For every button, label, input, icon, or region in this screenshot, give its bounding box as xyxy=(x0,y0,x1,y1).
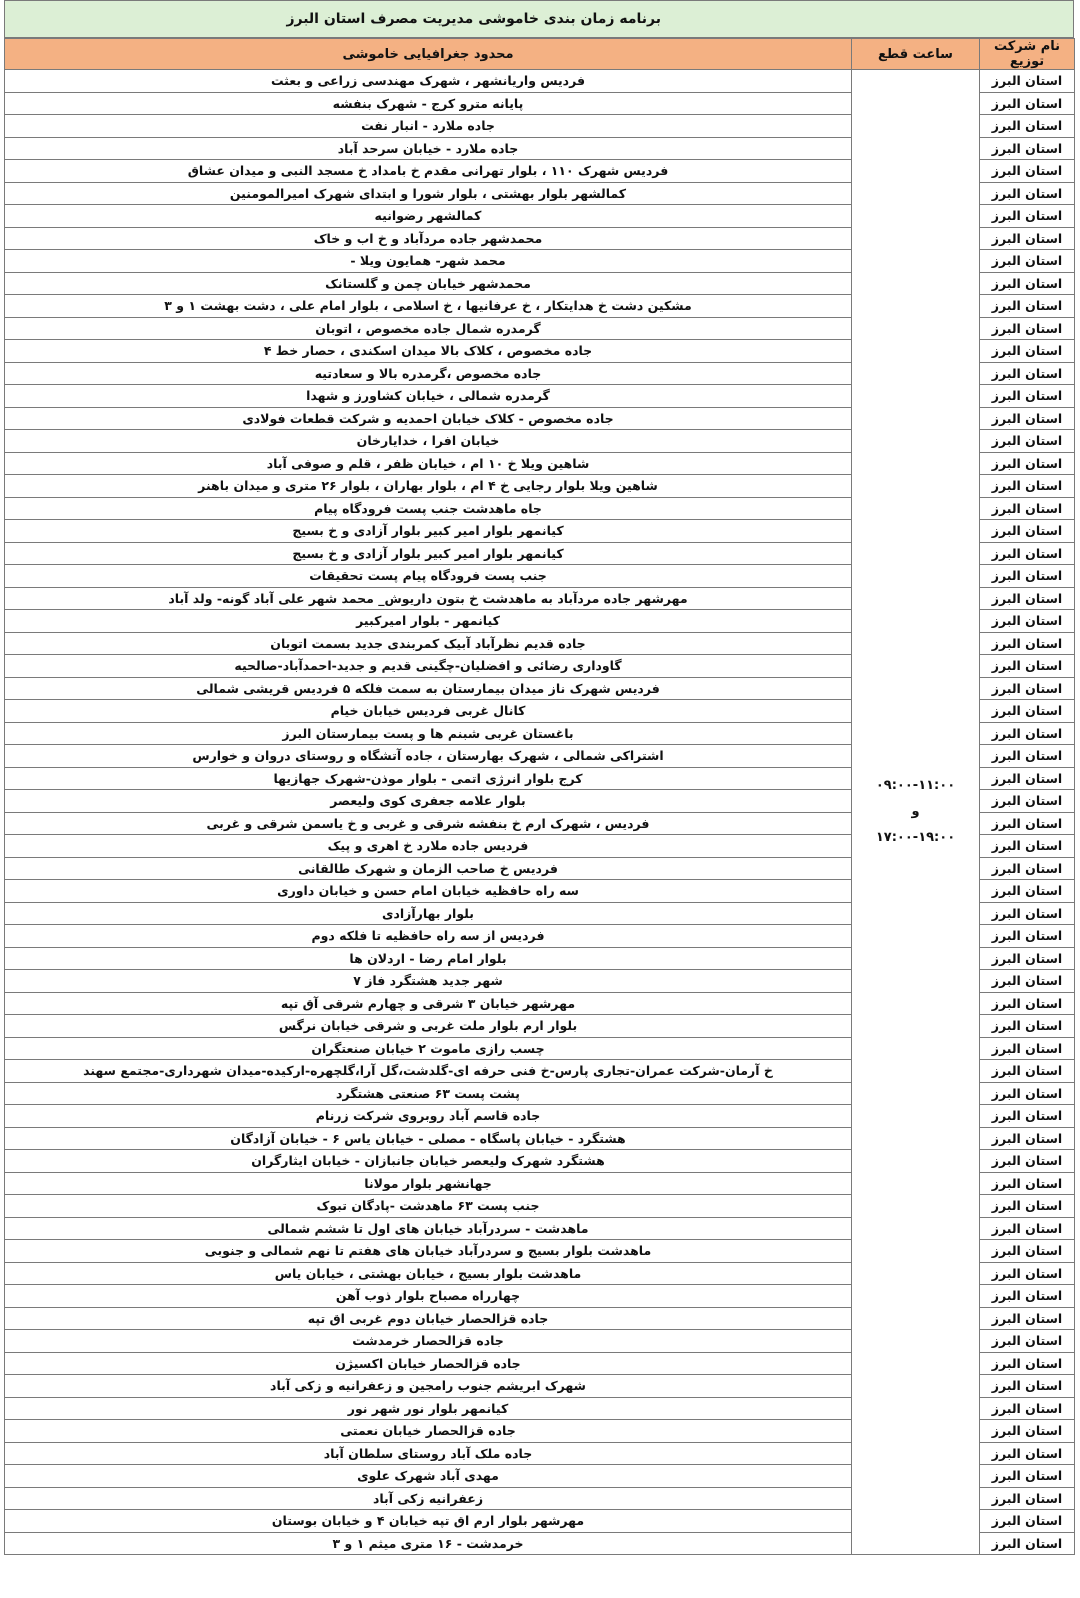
row-area: کمالشهر رضوانیه xyxy=(5,205,852,228)
row-area: شاهین ویلا خ ۱۰ ام ، خیابان ظفر ، قلم و صوفی آباد xyxy=(5,452,852,475)
header-time: ساعت قطع xyxy=(852,39,980,70)
row-company: استان البرز xyxy=(980,1487,1075,1510)
row-company: استان البرز xyxy=(980,632,1075,655)
row-company: استان البرز xyxy=(980,160,1075,183)
row-area: پایانه مترو کرج - شهرک بنفشه xyxy=(5,92,852,115)
row-company: استان البرز xyxy=(980,902,1075,925)
row-company: استان البرز xyxy=(980,947,1075,970)
row-area: اشتراکی شمالی ، شهرک بهارستان ، جاده آتشگاه و روستای دروان و خوارس xyxy=(5,745,852,768)
row-company: استان البرز xyxy=(980,1105,1075,1128)
row-area: جاده مخصوص ،گرمدره بالا و سعادتیه xyxy=(5,362,852,385)
row-company: استان البرز xyxy=(980,115,1075,138)
row-area: گرمدره شمالی ، خیابان کشاورز و شهدا xyxy=(5,385,852,408)
row-area: باغستان غربی شبنم ها و پست بیمارستان البرز xyxy=(5,722,852,745)
row-company: استان البرز xyxy=(980,1420,1075,1443)
row-company: استان البرز xyxy=(980,182,1075,205)
row-area: جاده ملک آباد روستای سلطان آباد xyxy=(5,1442,852,1465)
row-area: فردیس از سه راه حافظیه تا فلکه دوم xyxy=(5,925,852,948)
row-company: استان البرز xyxy=(980,295,1075,318)
row-company: استان البرز xyxy=(980,835,1075,858)
row-company: استان البرز xyxy=(980,857,1075,880)
row-area: جنب پست ۶۳ ماهدشت -پادگان تبوک xyxy=(5,1195,852,1218)
row-area: مشکین دشت خ هدایتکار ، خ عرفانیها ، خ اسلامی ، بلوار امام علی ، دشت بهشت ۱ و ۳ xyxy=(5,295,852,318)
row-area: هشتگرد - خیابان پاسگاه - مصلی - خیابان یاس ۶ - خیابان آزادگان xyxy=(5,1127,852,1150)
row-area: جهانشهر بلوار مولانا xyxy=(5,1172,852,1195)
row-area: جاه ماهدشت جنب پست فرودگاه پیام xyxy=(5,497,852,520)
row-company: استان البرز xyxy=(980,1127,1075,1150)
row-area: جاده قزالحصار خیابان دوم غربی اق تپه xyxy=(5,1307,852,1330)
row-company: استان البرز xyxy=(980,1060,1075,1083)
row-area: خرمدشت - ۱۶ متری میثم ۱ و ۳ xyxy=(5,1532,852,1555)
row-company: استان البرز xyxy=(980,1532,1075,1555)
row-area: جاده مخصوص ، کلاک بالا میدان اسکندی ، حصار خط ۴ xyxy=(5,340,852,363)
row-area: فردیس ، شهرک ارم خ بنفشه شرقی و غربی و خ یاسمن شرقی و غربی xyxy=(5,812,852,835)
row-company: استان البرز xyxy=(980,1240,1075,1263)
row-company: استان البرز xyxy=(980,745,1075,768)
row-area: ماهدشت بلوار بسیج ، خیابان بهشتی ، خیابان یاس xyxy=(5,1262,852,1285)
row-area: شاهین ویلا بلوار رجایی خ ۴ ام ، بلوار بهاران ، بلوار ۲۶ متری و میدان باهنر xyxy=(5,475,852,498)
row-company: استان البرز xyxy=(980,1172,1075,1195)
row-area: کرج بلوار انرژی اتمی - بلوار موذن-شهرک جهازیها xyxy=(5,767,852,790)
row-area: چهارراه مصباح بلوار ذوب آهن xyxy=(5,1285,852,1308)
row-company: استان البرز xyxy=(980,1037,1075,1060)
row-company: استان البرز xyxy=(980,992,1075,1015)
row-area: فردیس جاده ملارد خ اهری و پیک xyxy=(5,835,852,858)
row-area: فردیس واریانشهر ، شهرک مهندسی زراعی و بعثت xyxy=(5,70,852,93)
row-company: استان البرز xyxy=(980,272,1075,295)
row-company: استان البرز xyxy=(980,722,1075,745)
row-area: مهدی آباد شهرک علوی xyxy=(5,1465,852,1488)
row-area: شهر جدید هشتگرد فاز ۷ xyxy=(5,970,852,993)
row-company: استان البرز xyxy=(980,340,1075,363)
row-area: محمد شهر- همایون ویلا - xyxy=(5,250,852,273)
row-company: استان البرز xyxy=(980,70,1075,93)
row-area: جاده قزالحصار خیابان اکسیژن xyxy=(5,1352,852,1375)
row-area: محمدشهر جاده مردآباد و خ اب و خاک xyxy=(5,227,852,250)
row-company: استان البرز xyxy=(980,430,1075,453)
row-company: استان البرز xyxy=(980,1307,1075,1330)
row-company: استان البرز xyxy=(980,1330,1075,1353)
row-company: استان البرز xyxy=(980,587,1075,610)
row-company: استان البرز xyxy=(980,452,1075,475)
row-area: سه راه حافظیه خیابان امام حسن و خیابان داوری xyxy=(5,880,852,903)
row-area: جاده قزالحصار خرمدشت xyxy=(5,1330,852,1353)
row-area: خیابان افرا ، خدایارخان xyxy=(5,430,852,453)
row-area: جاده مخصوص - کلاک خیابان احمدیه و شرکت قطعات فولادی xyxy=(5,407,852,430)
table-body xyxy=(5,70,1075,1555)
row-company: استان البرز xyxy=(980,1262,1075,1285)
row-company: استان البرز xyxy=(980,1195,1075,1218)
time-slot-second: ۱۷:۰۰-۱۹:۰۰ xyxy=(875,830,956,845)
row-company: استان البرز xyxy=(980,137,1075,160)
row-company: استان البرز xyxy=(980,520,1075,543)
row-company: استان البرز xyxy=(980,227,1075,250)
row-area: کیانمهر بلوار امیر کبیر بلوار آزادی و خ بسیج xyxy=(5,542,852,565)
row-company: استان البرز xyxy=(980,250,1075,273)
row-area: هشتگرد شهرک ولیعصر خیابان جانبازان - خیابان ایثارگران xyxy=(5,1150,852,1173)
row-area: کیانمهر بلوار نور شهر نور xyxy=(5,1397,852,1420)
row-area: فردیس خ صاحب الزمان و شهرک طالقانی xyxy=(5,857,852,880)
row-company: استان البرز xyxy=(980,790,1075,813)
row-company: استان البرز xyxy=(980,1285,1075,1308)
row-area: فردیس شهرک ۱۱۰ ، بلوار تهرانی مقدم خ بامداد خ مسجد النبی و میدان عشاق xyxy=(5,160,852,183)
row-company: استان البرز xyxy=(980,767,1075,790)
row-company: استان البرز xyxy=(980,1375,1075,1398)
row-company: استان البرز xyxy=(980,497,1075,520)
row-company: استان البرز xyxy=(980,610,1075,633)
row-area: بلوار علامه جعفری کوی ولیعصر xyxy=(5,790,852,813)
row-area: ماهدشت بلوار بسیج و سردرآباد خیابان های هفتم تا نهم شمالی و جنوبی xyxy=(5,1240,852,1263)
row-company: استان البرز xyxy=(980,1217,1075,1240)
blackout-time-cell xyxy=(852,70,980,1555)
row-area: کیانمهر بلوار امیر کبیر بلوار آزادی و خ بسیج xyxy=(5,520,852,543)
row-company: استان البرز xyxy=(980,925,1075,948)
row-area: مهرشهر خیابان ۳ شرقی و چهارم شرقی آق تپه xyxy=(5,992,852,1015)
row-company: استان البرز xyxy=(980,677,1075,700)
row-area: جاده قاسم آباد روبروی شرکت زرنام xyxy=(5,1105,852,1128)
header-area: محدود جغرافیایی خاموشی xyxy=(5,39,852,70)
page-title: برنامه زمان بندی خاموشی مدیریت مصرف استان البرز xyxy=(4,0,1074,38)
row-company: استان البرز xyxy=(980,1510,1075,1533)
header-company: نام شرکت توزیع xyxy=(980,39,1075,70)
row-area: شهرک ابریشم جنوب رامجین و زعفرانیه و زکی آباد xyxy=(5,1375,852,1398)
row-area: ماهدشت - سردرآباد خیابان های اول تا ششم شمالی xyxy=(5,1217,852,1240)
row-area: بلوار بهارآزادی xyxy=(5,902,852,925)
row-area: جاده قزالحصار خیابان نعمتی xyxy=(5,1420,852,1443)
row-company: استان البرز xyxy=(980,407,1075,430)
row-company: استان البرز xyxy=(980,542,1075,565)
row-area: زعفرانیه زکی آباد xyxy=(5,1487,852,1510)
row-area: چسب رازی ماموت ۲ خیابان صنعتگران xyxy=(5,1037,852,1060)
row-area: جاده ملارد - انبار نفت xyxy=(5,115,852,138)
row-area: فردیس شهرک ناز میدان بیمارستان به سمت فلکه ۵ فردیس قریشی شمالی xyxy=(5,677,852,700)
row-area: گاوداری رضائی و افضلیان-چگینی قدیم و جدید-احمدآباد-صالحیه xyxy=(5,655,852,678)
row-area: مهرشهر جاده مردآباد به ماهدشت خ بتون داریوش_ محمد شهر علی آباد گونه- ولد آباد xyxy=(5,587,852,610)
row-area: مهرشهر بلوار ارم اق تپه خیابان ۴ و خیابان بوستان xyxy=(5,1510,852,1533)
row-area: کمالشهر بلوار بهشتی ، بلوار شورا و ابتدای شهرک امیرالمومنین xyxy=(5,182,852,205)
row-company: استان البرز xyxy=(980,385,1075,408)
row-area: جاده ملارد - خیابان سرحد آباد xyxy=(5,137,852,160)
row-company: استان البرز xyxy=(980,1465,1075,1488)
row-company: استان البرز xyxy=(980,880,1075,903)
row-area: کانال غربی فردیس خیابان خیام xyxy=(5,700,852,723)
row-area: جنب پست فرودگاه پیام پست تحقیقات xyxy=(5,565,852,588)
table-row xyxy=(5,70,1075,93)
row-company: استان البرز xyxy=(980,1397,1075,1420)
row-area: جاده قدیم نظرآباد آبیک کمربندی جدید بسمت اتوبان xyxy=(5,632,852,655)
row-area: محمدشهر خیابان چمن و گلستانک xyxy=(5,272,852,295)
row-company: استان البرز xyxy=(980,812,1075,835)
row-area: کیانمهر - بلوار امیرکبیر xyxy=(5,610,852,633)
row-company: استان البرز xyxy=(980,317,1075,340)
row-area: پشت پست ۶۳ صنعتی هشتگرد xyxy=(5,1082,852,1105)
time-slot-first: ۰۹:۰۰-۱۱:۰۰ xyxy=(875,778,956,793)
row-company: استان البرز xyxy=(980,700,1075,723)
row-company: استان البرز xyxy=(980,1442,1075,1465)
row-company: استان البرز xyxy=(980,1015,1075,1038)
row-company: استان البرز xyxy=(980,475,1075,498)
row-company: استان البرز xyxy=(980,565,1075,588)
table-header-row xyxy=(5,39,1075,70)
row-area: بلوار ارم بلوار ملت غربی و شرقی خیابان نرگس xyxy=(5,1015,852,1038)
row-company: استان البرز xyxy=(980,970,1075,993)
blackout-schedule-table xyxy=(4,38,1075,1555)
row-company: استان البرز xyxy=(980,1352,1075,1375)
schedule-sheet xyxy=(4,0,1074,1555)
time-slot-conjunction: و xyxy=(911,804,920,819)
row-company: استان البرز xyxy=(980,1150,1075,1173)
row-company: استان البرز xyxy=(980,1082,1075,1105)
row-area: خ آرمان-شرکت عمران-تجاری پارس-خ فنی حرفه ای-گلدشت،گل آرا،گلچهره-ارکیده-میدان شهرداری-مجتمع سهند xyxy=(5,1060,852,1083)
row-company: استان البرز xyxy=(980,655,1075,678)
row-area: بلوار امام رضا - اردلان ها xyxy=(5,947,852,970)
row-company: استان البرز xyxy=(980,92,1075,115)
row-company: استان البرز xyxy=(980,362,1075,385)
row-area: گرمدره شمال جاده مخصوص ، اتوبان xyxy=(5,317,852,340)
row-company: استان البرز xyxy=(980,205,1075,228)
